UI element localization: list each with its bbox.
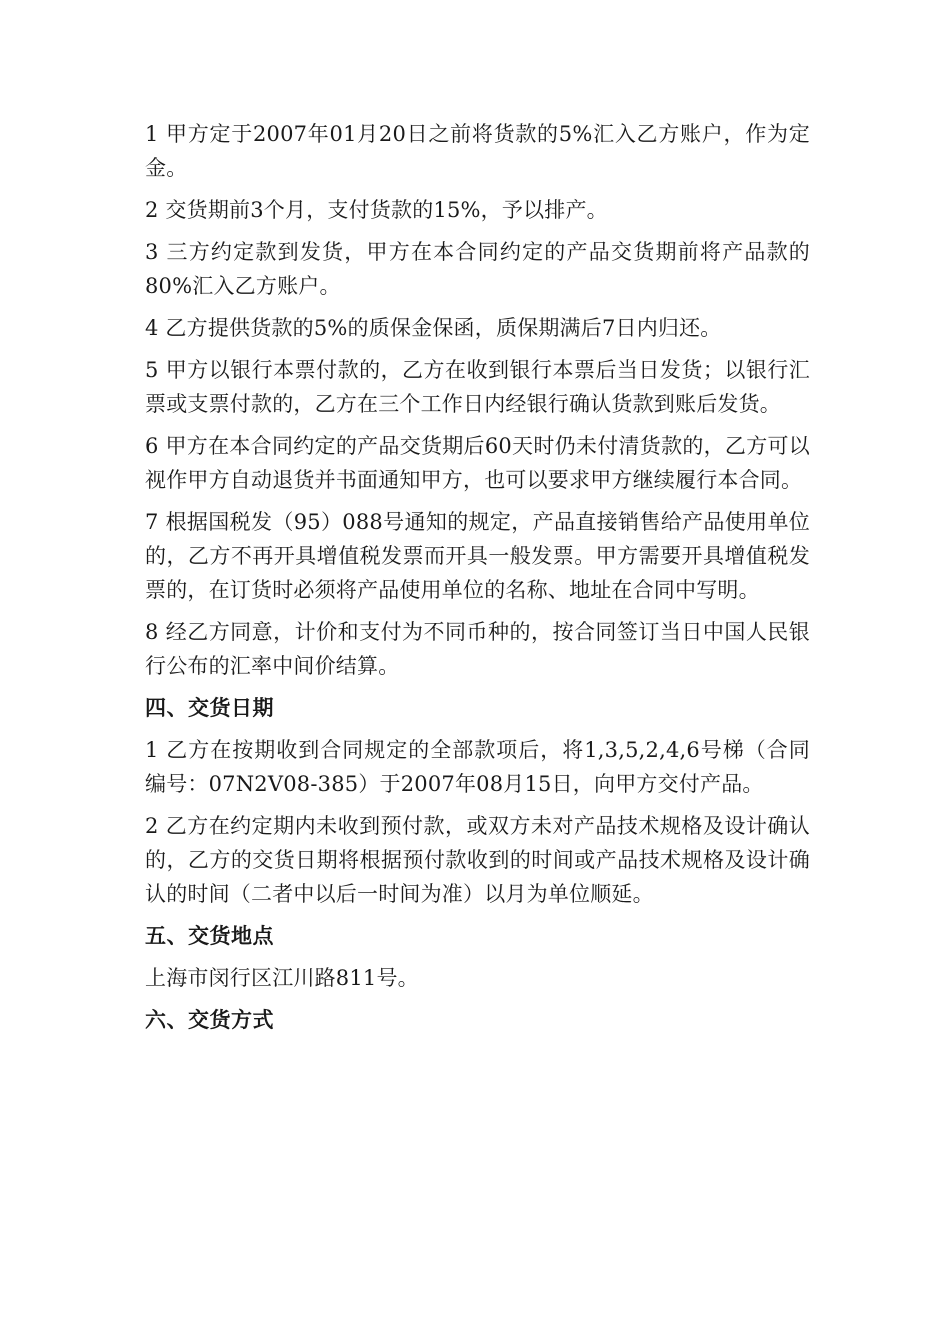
payment-item-2: 2 交货期前3个月，支付货款的15%，予以排产。 (145, 198, 608, 222)
section-delivery-method-heading: 六、交货方式 (145, 1007, 274, 1032)
payment-item-8: 8 经乙方同意，计价和支付为不同币种的，按合同签订当日中国人民银行公布的汇率中间价结算。 (145, 620, 810, 678)
payment-item-1: 1 甲方定于2007年01月20日之前将货款的5%汇入乙方账户，作为定金。 (145, 122, 810, 180)
section-delivery-location-heading: 五、交货地点 (145, 923, 274, 948)
delivery-date-item-2: 2 乙方在约定期内未收到预付款，或双方未对产品技术规格及设计确认的，乙方的交货日期将根据预付款收到的时间或产品技术规格及设计确认的时间（二者中以后一时间为准）以月为单位顺延。 (145, 814, 810, 906)
delivery-location-text: 上海市闵行区江川路811号。 (145, 966, 419, 990)
delivery-date-item-1: 1 乙方在按期收到合同规定的全部款项后，将1,3,5,2,4,6号梯（合同编号：07N2V08-385）于2007年08月15日，向甲方交付产品。 (145, 738, 810, 796)
payment-item-4: 4 乙方提供货款的5%的质保金保函，质保期满后7日内归还。 (145, 316, 722, 340)
payment-item-3: 3 三方约定款到发货，甲方在本合同约定的产品交货期前将产品款的80%汇入乙方账户。 (145, 240, 810, 298)
payment-item-7: 7 根据国税发（95）088号通知的规定，产品直接销售给产品使用单位的，乙方不再开具增值税发票而开具一般发票。甲方需要开具增值税发票的，在订货时必须将产品使用单位的名称、地址在合同中写明。 (145, 510, 810, 602)
section-delivery-date-heading: 四、交货日期 (145, 695, 274, 720)
payment-item-6: 6 甲方在本合同约定的产品交货期后60天时仍未付清货款的，乙方可以视作甲方自动退货并书面通知甲方，也可以要求甲方继续履行本合同。 (145, 434, 810, 492)
payment-item-5: 5 甲方以银行本票付款的，乙方在收到银行本票后当日发货；以银行汇票或支票付款的，乙方在三个工作日内经银行确认货款到账后发货。 (145, 358, 810, 416)
contract-page (145, 117, 810, 1045)
